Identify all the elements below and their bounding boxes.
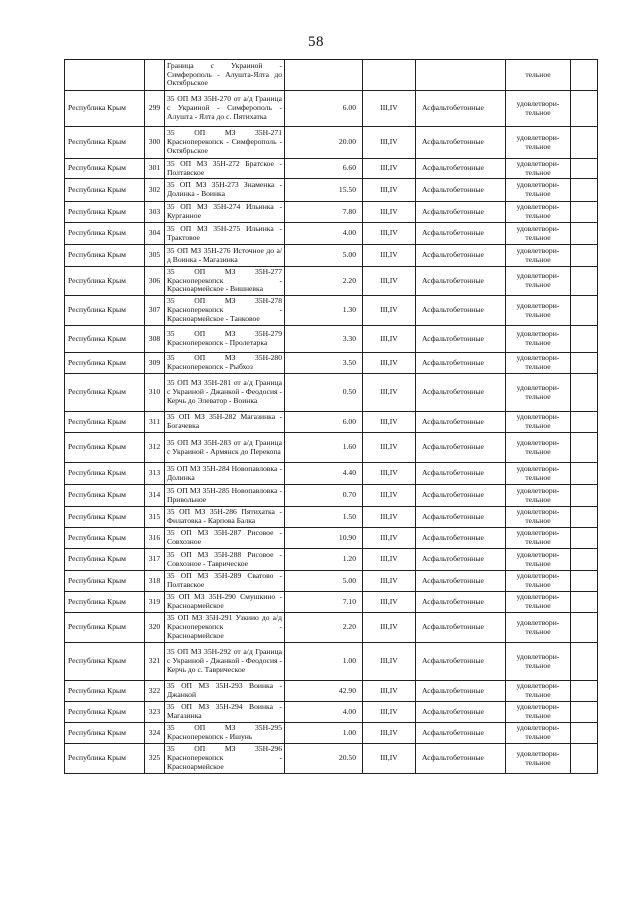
region-cell: Республика Крым	[65, 723, 145, 744]
region-cell: Республика Крым	[65, 643, 145, 681]
table-row	[65, 592, 598, 613]
state-cell: удовлетвори-тельное	[506, 702, 571, 723]
coverage-cell: Асфальтобетонные	[416, 507, 506, 528]
state-cell: удовлетвори-тельное	[506, 723, 571, 744]
number-cell: 304	[145, 223, 165, 245]
number-cell: 315	[145, 507, 165, 528]
road-name-cell: 35 ОП МЗ 35Н-291 Узкиио до а/д Красноперекопск - Красноармейское	[165, 613, 285, 643]
table-row	[65, 202, 598, 223]
state-cell: удовлетвори-тельное	[506, 613, 571, 643]
region-cell: Республика Крым	[65, 91, 145, 127]
length-cell: 15.50	[285, 179, 363, 202]
length-cell	[285, 60, 363, 91]
table-row	[65, 245, 598, 267]
number-cell: 306	[145, 267, 165, 296]
coverage-cell: Асфальтобетонные	[416, 159, 506, 179]
empty-cell	[571, 571, 598, 592]
coverage-cell: Асфальтобетонные	[416, 326, 506, 353]
category-cell: III,IV	[363, 245, 416, 267]
road-name-cell: Граница с Украиной - Симферополь - Алушта-Ялта до Октябрьское	[165, 60, 285, 91]
coverage-cell: Асфальтобетонные	[416, 433, 506, 463]
table-row	[65, 91, 598, 127]
state-cell: удовлетвори-тельное	[506, 353, 571, 374]
state-cell: удовлетвори-тельное	[506, 374, 571, 412]
coverage-cell: Асфальтобетонные	[416, 592, 506, 613]
state-cell: удовлетвори-тельное	[506, 643, 571, 681]
category-cell: III,IV	[363, 549, 416, 571]
length-cell: 2.20	[285, 267, 363, 296]
category-cell: III,IV	[363, 223, 416, 245]
coverage-cell: Асфальтобетонные	[416, 179, 506, 202]
length-cell: 7.10	[285, 592, 363, 613]
state-cell: удовлетвори-тельное	[506, 159, 571, 179]
category-cell: III,IV	[363, 613, 416, 643]
state-cell: удовлетвори-тельное	[506, 433, 571, 463]
region-cell: Республика Крым	[65, 571, 145, 592]
road-name-cell: 35 ОП МЗ 35Н-273 Знаменка - Долинка - Воинка	[165, 179, 285, 202]
road-name-cell: 35 ОП МЗ 35Н-294 Воинка - Магазинка	[165, 702, 285, 723]
region-cell: Республика Крым	[65, 159, 145, 179]
region-cell: Республика Крым	[65, 507, 145, 528]
coverage-cell: Асфальтобетонные	[416, 723, 506, 744]
length-cell: 2.20	[285, 613, 363, 643]
state-cell: удовлетвори-тельное	[506, 267, 571, 296]
coverage-cell: Асфальтобетонные	[416, 374, 506, 412]
region-cell: Республика Крым	[65, 374, 145, 412]
empty-cell	[571, 296, 598, 326]
state-cell: удовлетвори-тельное	[506, 245, 571, 267]
road-name-cell: 35 ОП МЗ 35Н-287 Рисовое - Совхозное	[165, 528, 285, 549]
table-row	[65, 549, 598, 571]
road-name-cell: 35 ОП МЗ 35Н-271 Красноперекопск - Симферополь - Октябрьское	[165, 127, 285, 159]
empty-cell	[571, 223, 598, 245]
length-cell: 7.80	[285, 202, 363, 223]
region-cell: Республика Крым	[65, 179, 145, 202]
road-name-cell: 35 ОП МЗ 35Н-277 Красноперекопск - Красноармейское - Вишневка	[165, 267, 285, 296]
table-row	[65, 296, 598, 326]
empty-cell	[571, 412, 598, 433]
number-cell: 307	[145, 296, 165, 326]
continuation-row	[65, 60, 598, 91]
table-row	[65, 643, 598, 681]
state-cell: удовлетвори-тельное	[506, 463, 571, 485]
number-cell: 320	[145, 613, 165, 643]
length-cell: 4.40	[285, 463, 363, 485]
table-row	[65, 267, 598, 296]
length-cell: 1.30	[285, 296, 363, 326]
state-cell: удовлетвори-тельное	[506, 744, 571, 774]
length-cell: 4.00	[285, 702, 363, 723]
empty-cell	[571, 723, 598, 744]
empty-cell	[571, 485, 598, 507]
coverage-cell: Асфальтобетонные	[416, 643, 506, 681]
category-cell: III,IV	[363, 643, 416, 681]
empty-cell	[571, 353, 598, 374]
coverage-cell: Асфальтобетонные	[416, 571, 506, 592]
coverage-cell: Асфальтобетонные	[416, 681, 506, 702]
number-cell: 321	[145, 643, 165, 681]
length-cell: 3.50	[285, 353, 363, 374]
length-cell: 1.20	[285, 549, 363, 571]
coverage-cell: Асфальтобетонные	[416, 702, 506, 723]
category-cell: III,IV	[363, 267, 416, 296]
coverage-cell: Асфальтобетонные	[416, 463, 506, 485]
length-cell: 1.00	[285, 643, 363, 681]
coverage-cell: Асфальтобетонные	[416, 613, 506, 643]
length-cell: 5.00	[285, 245, 363, 267]
category-cell: III,IV	[363, 571, 416, 592]
empty-cell	[571, 549, 598, 571]
category-cell: III,IV	[363, 723, 416, 744]
road-name-cell: 35 ОП МЗ 35Н-293 Воинка - Джанкой	[165, 681, 285, 702]
coverage-cell: Асфальтобетонные	[416, 412, 506, 433]
number-cell: 300	[145, 127, 165, 159]
length-cell: 20.00	[285, 127, 363, 159]
empty-cell	[571, 179, 598, 202]
region-cell: Республика Крым	[65, 613, 145, 643]
roads-table	[64, 59, 598, 774]
region-cell: Республика Крым	[65, 744, 145, 774]
road-name-cell: 35 ОП МЗ 35Н-274 Ильинка - Курганное	[165, 202, 285, 223]
region-cell: Республика Крым	[65, 549, 145, 571]
number-cell: 299	[145, 91, 165, 127]
region-cell: Республика Крым	[65, 326, 145, 353]
length-cell: 20.50	[285, 744, 363, 774]
region-cell: Республика Крым	[65, 267, 145, 296]
table-row	[65, 528, 598, 549]
length-cell: 5.00	[285, 571, 363, 592]
road-name-cell: 35 ОП МЗ 35Н-280 Красноперекопск - Рыбхоз	[165, 353, 285, 374]
table-row	[65, 179, 598, 202]
region-cell: Республика Крым	[65, 433, 145, 463]
length-cell: 1.50	[285, 507, 363, 528]
road-name-cell: 35 ОП МЗ 35Н-290 Смушкино - Красноармейское	[165, 592, 285, 613]
region-cell: Республика Крым	[65, 127, 145, 159]
number-cell: 325	[145, 744, 165, 774]
empty-cell	[571, 463, 598, 485]
empty-cell	[571, 60, 598, 91]
number-cell: 318	[145, 571, 165, 592]
page-number: 58	[308, 34, 324, 50]
number-cell: 308	[145, 326, 165, 353]
empty-cell	[571, 528, 598, 549]
region-cell: Республика Крым	[65, 245, 145, 267]
state-cell: удовлетвори-тельное	[506, 592, 571, 613]
state-cell: удовлетвори-тельное	[506, 571, 571, 592]
length-cell: 6.00	[285, 91, 363, 127]
category-cell: III,IV	[363, 374, 416, 412]
table-row	[65, 463, 598, 485]
coverage-cell: Асфальтобетонные	[416, 127, 506, 159]
region-cell: Республика Крым	[65, 528, 145, 549]
category-cell: III,IV	[363, 463, 416, 485]
table-row	[65, 353, 598, 374]
road-name-cell: 35 ОП МЗ 35Н-289 Сватово - Полтавское	[165, 571, 285, 592]
empty-cell	[571, 326, 598, 353]
coverage-cell: Асфальтобетонные	[416, 549, 506, 571]
category-cell: III,IV	[363, 592, 416, 613]
number-cell: 314	[145, 485, 165, 507]
table-row	[65, 433, 598, 463]
empty-cell	[571, 91, 598, 127]
empty-cell	[571, 592, 598, 613]
state-cell: удовлетвори-тельное	[506, 296, 571, 326]
length-cell: 10.90	[285, 528, 363, 549]
category-cell: III,IV	[363, 353, 416, 374]
table-row	[65, 159, 598, 179]
category-cell: III,IV	[363, 702, 416, 723]
number-cell: 313	[145, 463, 165, 485]
table-row	[65, 723, 598, 744]
table-row	[65, 613, 598, 643]
empty-cell	[571, 702, 598, 723]
state-cell: удовлетвори-тельное	[506, 485, 571, 507]
empty-cell	[571, 613, 598, 643]
coverage-cell: Асфальтобетонные	[416, 223, 506, 245]
category-cell: III,IV	[363, 744, 416, 774]
length-cell: 0.70	[285, 485, 363, 507]
road-name-cell: 35 ОП МЗ 35Н-284 Новопавловка - Долинка	[165, 463, 285, 485]
length-cell: 4.00	[285, 223, 363, 245]
road-name-cell: 35 ОП МЗ 35Н-296 Красноперекопск - Красноармейское	[165, 744, 285, 774]
region-cell: Республика Крым	[65, 202, 145, 223]
number-cell: 303	[145, 202, 165, 223]
length-cell: 1.60	[285, 433, 363, 463]
empty-cell	[571, 159, 598, 179]
road-name-cell: 35 ОП МЗ 35Н-281 от а/д Граница с Украиной - Джанкой - Феодосия - Керчь до Элеватор - Воинка	[165, 374, 285, 412]
table-row	[65, 127, 598, 159]
length-cell: 6.00	[285, 412, 363, 433]
state-cell: удовлетвори-тельное	[506, 412, 571, 433]
category-cell: III,IV	[363, 91, 416, 127]
empty-cell	[571, 374, 598, 412]
state-cell: удовлетвори-тельное	[506, 528, 571, 549]
state-cell: удовлетвори-тельное	[506, 549, 571, 571]
table-row	[65, 681, 598, 702]
road-name-cell: 35 ОП МЗ 35Н-278 Красноперекопск - Красноармейское - Танковое	[165, 296, 285, 326]
empty-cell	[571, 681, 598, 702]
category-cell: III,IV	[363, 528, 416, 549]
state-cell: удовлетвори-тельное	[506, 202, 571, 223]
category-cell: III,IV	[363, 127, 416, 159]
table-row	[65, 412, 598, 433]
empty-cell	[571, 744, 598, 774]
length-cell: 42.90	[285, 681, 363, 702]
category-cell: III,IV	[363, 412, 416, 433]
coverage-cell: Асфальтобетонные	[416, 528, 506, 549]
coverage-cell: Асфальтобетонные	[416, 485, 506, 507]
region-cell	[65, 60, 145, 91]
road-name-cell: 35 ОП МЗ 35Н-282 Магазинка - Богачевка	[165, 412, 285, 433]
table-body	[65, 60, 598, 774]
region-cell: Республика Крым	[65, 702, 145, 723]
empty-cell	[571, 507, 598, 528]
coverage-cell: Асфальтобетонные	[416, 245, 506, 267]
length-cell: 3.30	[285, 326, 363, 353]
length-cell: 6.60	[285, 159, 363, 179]
road-name-cell: 35 ОП МЗ 35Н-292 от а/д Граница с Украиной - Джанкой - Феодосия - Керчь до с. Таврическое	[165, 643, 285, 681]
road-name-cell: 35 ОП МЗ 35Н-275 Ильинка - Трактовое	[165, 223, 285, 245]
number-cell: 302	[145, 179, 165, 202]
table-row	[65, 326, 598, 353]
coverage-cell: Асфальтобетонные	[416, 744, 506, 774]
number-cell: 324	[145, 723, 165, 744]
length-cell: 0.50	[285, 374, 363, 412]
empty-cell	[571, 202, 598, 223]
empty-cell	[571, 127, 598, 159]
number-cell: 305	[145, 245, 165, 267]
number-cell: 317	[145, 549, 165, 571]
empty-cell	[571, 643, 598, 681]
table-row	[65, 374, 598, 412]
region-cell: Республика Крым	[65, 353, 145, 374]
road-name-cell: 35 ОП МЗ 35Н-283 от а/д Граница с Украиной - Армянск до Перекопа	[165, 433, 285, 463]
region-cell: Республика Крым	[65, 296, 145, 326]
region-cell: Республика Крым	[65, 463, 145, 485]
category-cell: III,IV	[363, 159, 416, 179]
table-row	[65, 507, 598, 528]
state-cell: удовлетвори-тельное	[506, 326, 571, 353]
table-row	[65, 485, 598, 507]
length-cell: 1.00	[285, 723, 363, 744]
region-cell: Республика Крым	[65, 681, 145, 702]
number-cell: 322	[145, 681, 165, 702]
coverage-cell: Асфальтобетонные	[416, 267, 506, 296]
road-name-cell: 35 ОП МЗ 35Н-286 Пятихатка - Филатовка - Карпова Балка	[165, 507, 285, 528]
state-cell: удовлетвори-тельное	[506, 507, 571, 528]
empty-cell	[571, 267, 598, 296]
state-cell: удовлетвори-тельное	[506, 91, 571, 127]
region-cell: Республика Крым	[65, 223, 145, 245]
category-cell: III,IV	[363, 433, 416, 463]
road-name-cell: 35 ОП МЗ 35Н-272 Братское - Полтавское	[165, 159, 285, 179]
category-cell: III,IV	[363, 681, 416, 702]
number-cell: 316	[145, 528, 165, 549]
road-name-cell: 35 ОП МЗ 35Н-288 Рисовое - Совхозное - Таврическое	[165, 549, 285, 571]
table-row	[65, 702, 598, 723]
category-cell: III,IV	[363, 485, 416, 507]
number-cell: 301	[145, 159, 165, 179]
table-row	[65, 571, 598, 592]
road-name-cell: 35 ОП МЗ 35Н-295 Красноперекопск - Ишунь	[165, 723, 285, 744]
state-cell: удовлетвори-тельное	[506, 681, 571, 702]
number-cell: 323	[145, 702, 165, 723]
coverage-cell: Асфальтобетонные	[416, 202, 506, 223]
empty-cell	[571, 433, 598, 463]
number-cell	[145, 60, 165, 91]
coverage-cell: Асфальтобетонные	[416, 353, 506, 374]
category-cell: III,IV	[363, 326, 416, 353]
state-cell: удовлетвори-тельное	[506, 127, 571, 159]
state-cell: удовлетвори-тельное	[506, 179, 571, 202]
number-cell: 309	[145, 353, 165, 374]
number-cell: 310	[145, 374, 165, 412]
road-name-cell: 35 ОП МЗ 35Н-270 от а/д Граница с Украиной - Симферополь - Алушта - Ялта до с. Пятихатка	[165, 91, 285, 127]
road-name-cell: 35 ОП МЗ 35Н-285 Новопавловка - Привольное	[165, 485, 285, 507]
category-cell: III,IV	[363, 507, 416, 528]
state-cell: тельное	[506, 60, 571, 91]
category-cell: III,IV	[363, 202, 416, 223]
region-cell: Республика Крым	[65, 592, 145, 613]
number-cell: 319	[145, 592, 165, 613]
empty-cell	[571, 245, 598, 267]
state-cell: удовлетвори-тельное	[506, 223, 571, 245]
coverage-cell: Асфальтобетонные	[416, 296, 506, 326]
number-cell: 312	[145, 433, 165, 463]
category-cell: III,IV	[363, 296, 416, 326]
region-cell: Республика Крым	[65, 485, 145, 507]
road-name-cell: 35 ОП МЗ 35Н-279 Красноперекопск - Пролетарка	[165, 326, 285, 353]
road-name-cell: 35 ОП МЗ 35Н-276 Источное до а/д Воинка - Магазинка	[165, 245, 285, 267]
coverage-cell	[416, 60, 506, 91]
category-cell: III,IV	[363, 179, 416, 202]
category-cell	[363, 60, 416, 91]
table-row	[65, 223, 598, 245]
number-cell: 311	[145, 412, 165, 433]
coverage-cell: Асфальтобетонные	[416, 91, 506, 127]
table-row	[65, 744, 598, 774]
region-cell: Республика Крым	[65, 412, 145, 433]
